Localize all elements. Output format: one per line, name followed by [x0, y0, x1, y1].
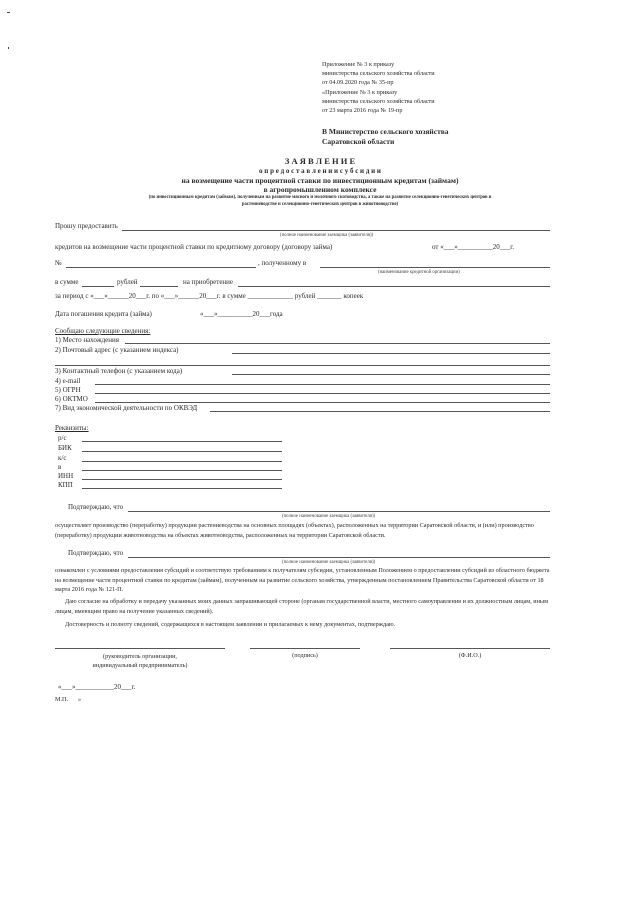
info-field[interactable] [95, 402, 550, 403]
contract-number-field[interactable] [66, 267, 256, 268]
accuracy-text: Достоверность и полноту сведений, содержащихся в настоящем заявлении и прилагаемых к нему документах, подтверждаю. [65, 621, 396, 628]
bank-field[interactable] [320, 267, 550, 268]
requisite-label: БИК [58, 444, 72, 452]
info-field[interactable] [232, 374, 550, 375]
fio-field[interactable] [390, 648, 550, 649]
title-sub: о п р е д о с т а в л е н и и с у б с и д и и [259, 167, 381, 175]
info-field[interactable] [55, 365, 550, 366]
repay-date: «___»__________20___года [200, 310, 283, 318]
requisite-field[interactable] [82, 488, 282, 489]
confirm-name-field[interactable] [128, 557, 550, 558]
confirm-label: Подтверждаю, что [68, 549, 124, 557]
info-item: 7) Вид экономической деятельности по ОКВЭД [55, 404, 198, 412]
bank-caption: (наименование кредитной организации) [378, 270, 460, 275]
contract-number-label: № [55, 259, 62, 267]
confirm-name-field[interactable] [128, 511, 550, 512]
signature-caption: (подпись) [292, 652, 318, 659]
title-note: (по инвестиционным кредитам (займам), полученным на развитие мясного и молочного скотоводства, а также на развитие селекционно-генетических центров в [148, 195, 492, 200]
info-field[interactable] [95, 384, 550, 385]
appendix-line: Приложение № 3 к приказу [322, 61, 395, 68]
appendix-line: от 23 марта 2016 года № 19-пр [322, 107, 403, 115]
contract-date: от «___»__________20___г. [432, 243, 515, 251]
info-field[interactable] [125, 343, 550, 344]
purpose-label: на приобретение [183, 278, 234, 286]
request-line: кредитов на возмещение части процентной ставки по кредитному договору (договору займа) [55, 243, 333, 251]
stamp-place: М.П. [55, 696, 69, 703]
requisite-field[interactable] [82, 441, 282, 442]
requisite-field[interactable] [82, 461, 282, 462]
info-item: 1) Место нахождения [55, 336, 119, 344]
confirm-text: ознакомлен с условиями предоставления субсидий и соответствую требованиям к получателям субсидии, установленным Положением о предоставлении субсидий из областного бюджета на возмещение части процентной ставки по кредитам (займам), полученным на развитие сельского хозяйства, утвержденным постановлением Правительства Саратовской области от 18 марта 2016 года № 121-П. [55, 567, 550, 593]
title-note: растениеводстве и селекционно-генетических центров в животноводстве) [241, 202, 399, 207]
requisite-label: КПП [58, 481, 73, 489]
head-signature-field[interactable] [55, 648, 225, 649]
scan-mark [7, 12, 10, 13]
appendix-block [322, 60, 435, 115]
consent-text: Даю согласие на обработку и передачу указанных моих данных запрашивающей стороне (органам государственной власти, местного самоуправления и их должностным лицам, иным лицам, имеющим право на получение указанных сведений). [55, 598, 549, 615]
scan-mark [8, 47, 9, 49]
period-line: за период с «___»______20___г. по «___»______20___г. в сумме _____________ рублей _______ копеек [55, 292, 364, 300]
requisite-field[interactable] [82, 451, 282, 452]
requisites-heading: Реквизиты: [55, 424, 89, 432]
confirm-text: осуществляет производство (переработку) продукции растениеводства на основных площадях (объектах), расположенных на территории Саратовской области, и (или) производство (переработку) продукции животноводства на объектах животноводства, расположенных на территории Саратовской области. [55, 522, 534, 539]
info-field[interactable] [95, 393, 550, 394]
info-field[interactable] [232, 353, 550, 354]
closing-quote: » [78, 696, 82, 703]
appendix-line: министерства сельского хозяйства области [322, 97, 435, 105]
requisite-label: к/с [58, 454, 67, 462]
confirm-caption: (полное наименование заемщика (заявителя)) [282, 514, 376, 519]
confirm-label: Подтверждаю, что [68, 503, 124, 511]
fio-caption: (Ф.И.О.) [458, 652, 482, 659]
info-item: 5) ОГРН [55, 386, 81, 394]
addressee-line: Саратовской области [322, 137, 395, 146]
requisite-label: р/с [58, 434, 67, 442]
applicant-name-caption: (полное наименование заемщика (заявителя)) [280, 233, 374, 238]
page-title: З А Я В Л Е Н И Е [284, 156, 356, 166]
signature-date: «___»___________20___г. [58, 683, 136, 691]
info-field[interactable] [210, 411, 550, 412]
requisite-field[interactable] [82, 479, 282, 480]
rub-label: рублей [117, 278, 138, 286]
head-caption-line: индивидуальный предприниматель) [92, 662, 188, 669]
addressee-block [322, 127, 449, 147]
request-label: Прошу предоставить [55, 222, 118, 230]
info-item: 2) Почтовый адрес (с указанием индекса) [55, 346, 179, 354]
appendix-line: от 04.09.2020 года № 35-пр [322, 79, 394, 87]
received-label: , полученному в [258, 259, 307, 267]
title-sub: на возмещение части процентной ставки по инвестиционным кредитам (займам) [181, 176, 459, 185]
purpose-field[interactable] [238, 286, 550, 287]
info-item: 6) ОКТМО [55, 395, 88, 403]
sum-label: в сумме [55, 278, 79, 286]
appendix-line: министерства сельского хозяйства области [322, 70, 435, 78]
info-heading: Сообщаю следующие сведения: [55, 327, 151, 335]
signature-field[interactable] [250, 648, 360, 649]
rub-field[interactable] [140, 286, 178, 287]
info-item: 4) e-mail [55, 377, 81, 385]
applicant-name-field[interactable] [122, 230, 550, 231]
appendix-line: «Приложение № 3 к приказу [322, 88, 398, 96]
repay-label: Дата погашения кредита (займа) [55, 310, 152, 318]
sum-field[interactable] [82, 286, 114, 287]
confirm-caption: (полное наименование заемщика (заявителя)) [282, 560, 376, 565]
requisite-label: ИНН [58, 472, 74, 480]
title-sub: в агропромышленном комплексе [263, 185, 377, 194]
requisite-label: в [58, 463, 62, 471]
head-caption [55, 652, 225, 670]
requisite-field[interactable] [82, 470, 282, 471]
head-caption-line: (руководитель организации, [103, 653, 177, 660]
title-block [40, 156, 600, 208]
info-item: 3) Контактный телефон (с указанием кода) [55, 367, 183, 375]
addressee-line: В Министерство сельского хозяйства [322, 127, 449, 136]
